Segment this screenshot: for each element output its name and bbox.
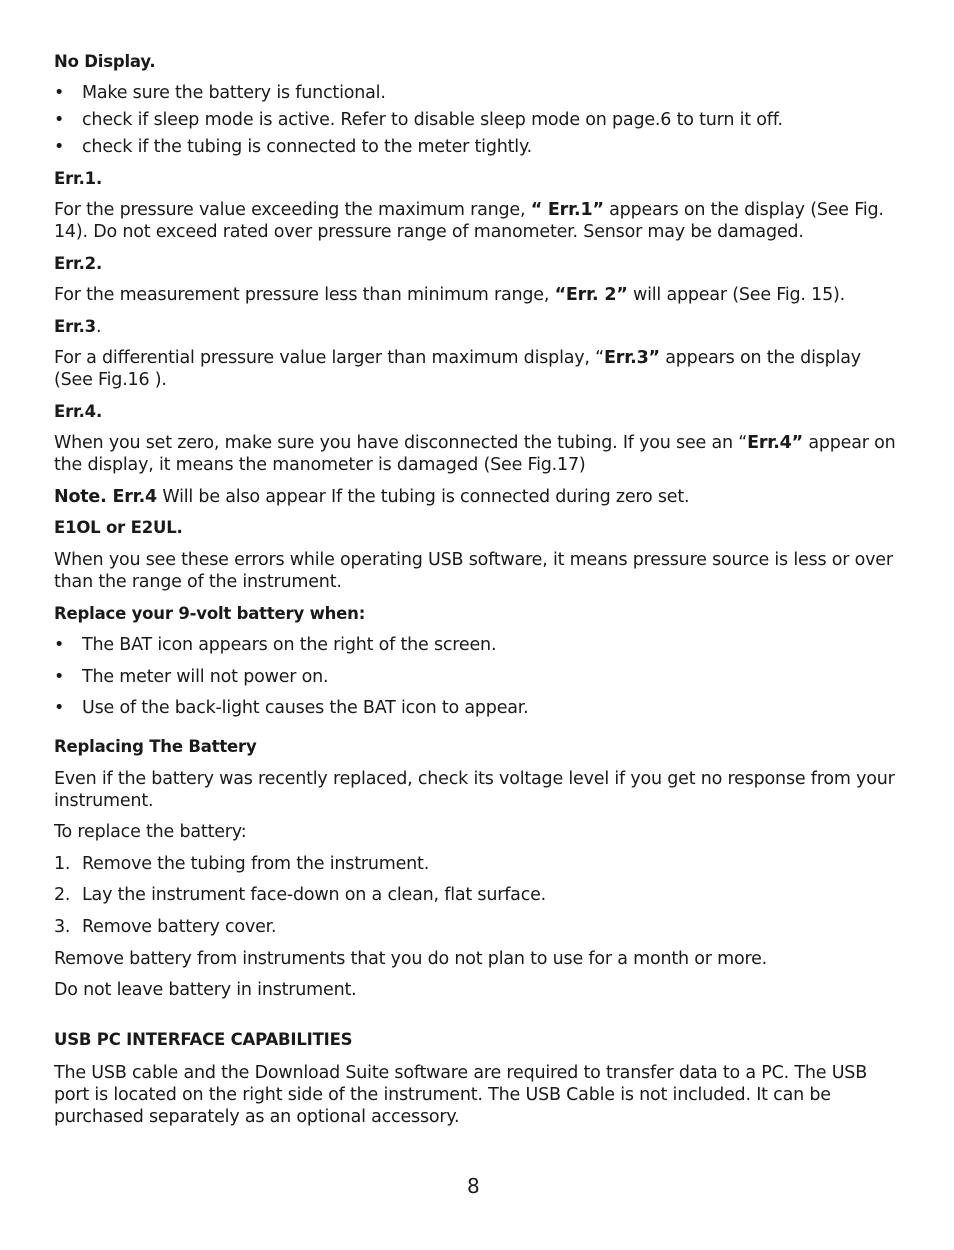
step-text: Remove the tubing from the instrument.: [82, 854, 430, 874]
err2-paragraph: [54, 284, 899, 306]
bullet-icon: •: [54, 83, 65, 103]
step-number: 2.: [54, 885, 71, 905]
usb-heading: USB PC INTERFACE CAPABILITIES: [54, 1030, 353, 1049]
err4-heading: Err.4.: [54, 402, 103, 421]
err2-text-b: will appear (See Fig. 15).: [627, 285, 846, 305]
err1-heading: Err.1.: [54, 169, 103, 188]
usb-paragraph: The USB cable and the Download Suite software are required to transfer data to a PC. The USB port is located on the right side of the instrument. The USB Cable is not included. It can be purchased separately as an optional accessory.: [54, 1063, 868, 1127]
bullet-icon: •: [54, 698, 65, 718]
replace-when-heading: Replace your 9-volt battery when:: [54, 604, 366, 623]
err4-note: [54, 486, 899, 508]
e1ol-heading: E1OL or E2UL.: [54, 518, 183, 537]
err4-code: Err.4”: [747, 433, 803, 453]
err1-text-a: For the pressure value exceeding the maximum range,: [54, 200, 531, 220]
remove-note: Remove battery from instruments that you do not plan to use for a month or more.: [54, 949, 768, 969]
list-item-text: Use of the back-light causes the BAT icon to appear.: [82, 698, 529, 718]
list-item-text: The BAT icon appears on the right of the screen.: [82, 635, 497, 655]
to-replace-label: To replace the battery:: [54, 822, 247, 842]
err1-text-b: appears on the display (See Fig. 14). Do not exceed rated over pressure range of manometer. Sensor may be damaged.: [54, 200, 884, 242]
leave-note: Do not leave battery in instrument.: [54, 980, 357, 1000]
bullet-icon: •: [54, 635, 65, 655]
no-display-heading: No Display.: [54, 52, 156, 71]
bullet-icon: •: [54, 137, 65, 157]
list-item-text: Make sure the battery is functional.: [82, 83, 386, 103]
step-text: Lay the instrument face-down on a clean, flat surface.: [82, 885, 547, 905]
replacing-heading: Replacing The Battery: [54, 737, 257, 756]
err4-paragraph: [54, 432, 899, 476]
e1ol-paragraph: When you see these errors while operating USB software, it means pressure source is less or over than the range of the instrument.: [54, 550, 893, 592]
err2-text-a: For the measurement pressure less than minimum range,: [54, 285, 555, 305]
list-item-text: check if the tubing is connected to the meter tightly.: [82, 137, 532, 157]
err3-heading-tail: .: [95, 317, 102, 337]
err3-code: Err.3”: [604, 348, 660, 368]
err1-code: “ Err.1”: [530, 200, 604, 220]
err3-text-b: appears on the display (See Fig.16 ).: [54, 348, 861, 390]
step-text: Remove battery cover.: [82, 917, 277, 937]
err4-text-b: appear on the display, it means the manometer is damaged (See Fig.17): [54, 433, 896, 475]
err3-heading: [54, 316, 101, 338]
bullet-icon: •: [54, 110, 65, 130]
bullet-icon: •: [54, 667, 65, 687]
list-item-text: check if sleep mode is active. Refer to disable sleep mode on page.6 to turn it off.: [82, 110, 783, 130]
list-item-text: The meter will not power on.: [82, 667, 329, 687]
err2-code: “Err. 2”: [554, 285, 628, 305]
step-number: 1.: [54, 854, 71, 874]
err3-paragraph: [54, 347, 899, 391]
err4-note-bold: Note. Err.4: [54, 487, 157, 507]
err4-note-text: Will be also appear If the tubing is connected during zero set.: [157, 487, 690, 507]
replacing-intro: Even if the battery was recently replaced, check its voltage level if you get no response from your instrument.: [54, 769, 895, 811]
err2-heading: Err.2.: [54, 254, 103, 273]
page-number: 8: [467, 1174, 480, 1198]
err3-text-a: For a differential pressure value larger than maximum display, “: [54, 348, 605, 368]
err4-text-a: When you set zero, make sure you have disconnected the tubing. If you see an “: [54, 433, 748, 453]
err3-heading-bold: Err.3: [54, 317, 96, 336]
err1-paragraph: [54, 199, 899, 243]
step-number: 3.: [54, 917, 71, 937]
